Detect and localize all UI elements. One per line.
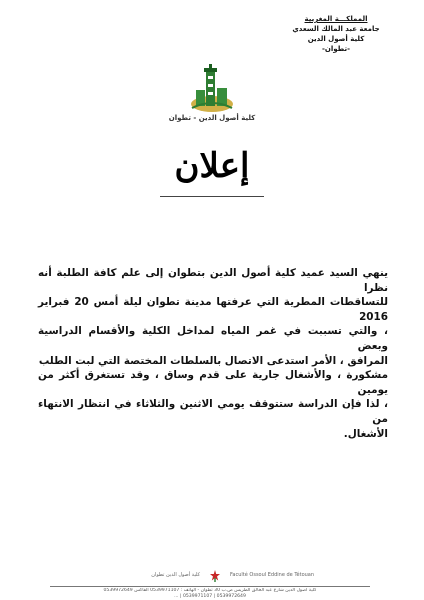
footer-logos	[90, 570, 340, 586]
header-university: جامعة عبد المالك السعدي	[292, 25, 380, 33]
footer-logo-french-text: Faculté Ossoul Eddine de Tétouan	[230, 572, 315, 578]
institution-header	[266, 14, 406, 54]
footer-logo-arabic-text: كلية أصول الدين تطوان	[151, 572, 200, 578]
title-underline	[160, 196, 264, 197]
body-line: المرافق ، الأمر استدعى الاتصال بالسلطات المختصة التي لبت الطلب	[38, 354, 388, 367]
header-city: -تطوان-	[321, 45, 351, 53]
body-line: مشكورة ، والأشغال جارية على قدم وساق ، وقد تستغرق أكثر من يومين	[38, 369, 388, 396]
body-line: للتساقطات المطرية التي عرفتها مدينة تطوان ليلة أمس 20 فبراير 2016	[38, 296, 388, 323]
body-line: ، والتي تسببت في غمر المياه لمداخل الكلية والأقسام الدراسية وبعض	[38, 325, 388, 352]
body-line: الأشغال.	[343, 427, 388, 440]
footer-phone-line: 0539972649 | 0539971107 | ...	[174, 594, 246, 599]
faculty-name-caption: كلية أصول الدين - تطوان	[168, 114, 256, 122]
footer-contact	[50, 588, 370, 600]
header-faculty: كلية أصول الدين	[307, 35, 365, 43]
header-kingdom: المملكـــة المغربية	[304, 15, 368, 23]
star-emblem-icon	[210, 570, 220, 582]
body-line: ينهي السيد عميد كلية أصول الدين بتطوان إلى علم كافة الطلبة أنه نظرا	[38, 267, 388, 294]
footer-divider	[50, 586, 370, 587]
footer-address-line: كلية أصول الدين شارع عبد الخالق الطريس ص.ب 30 تطوان - الهاتف : 0539971107 الفاكس 0539972649	[103, 588, 317, 593]
faculty-logo	[190, 64, 234, 114]
page-title: إعلان	[174, 146, 250, 186]
body-line: ، لذا فإن الدراسة ستتوقف يومي الاثنين والثلاثاء في انتظار الانتهاء من	[38, 398, 388, 425]
announcement-body	[38, 266, 388, 441]
